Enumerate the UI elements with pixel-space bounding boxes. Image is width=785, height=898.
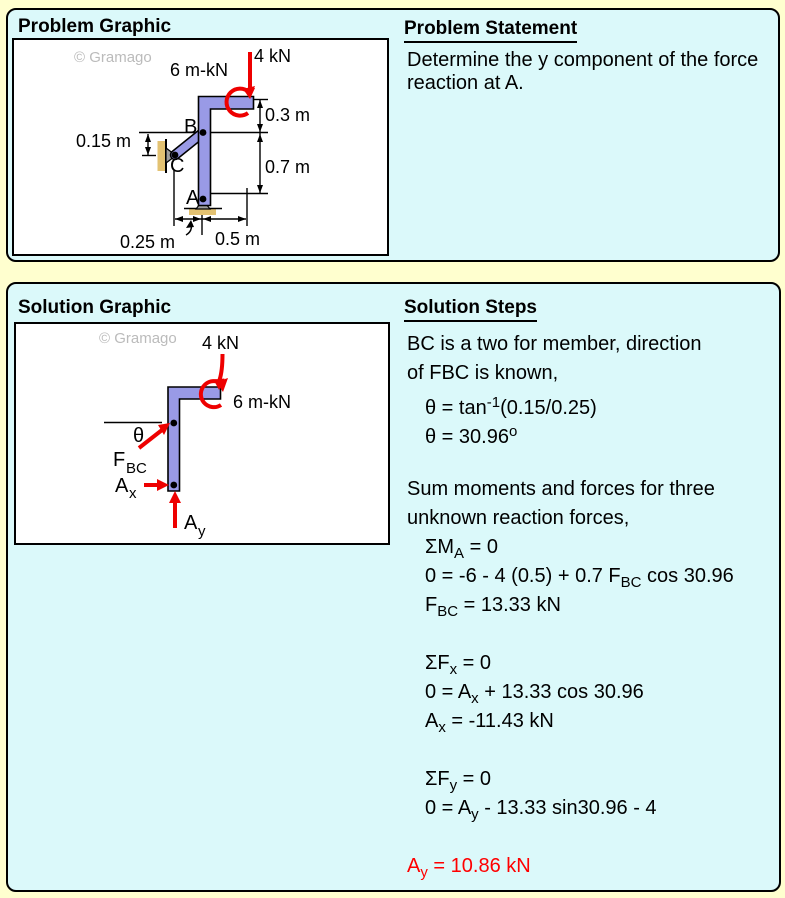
solution-step-line: unknown reaction forces,: [407, 507, 630, 529]
moment-label: 6 m-kN: [233, 392, 291, 412]
problem-graphic-box: [12, 38, 389, 256]
pin-b: [200, 129, 207, 136]
solution-steps-title: Solution Steps: [404, 298, 537, 322]
point-b-label: B: [184, 116, 198, 138]
dim-0_3m-label: 0.3 m: [265, 105, 311, 125]
solution-step-line: BC is a two for member, direction: [407, 333, 702, 355]
pin-a: [200, 196, 207, 203]
solution-step-line: $\Sigma F_x = 0$: [425, 652, 492, 678]
point-a-label: A: [186, 187, 200, 209]
ay-label: A: [184, 512, 198, 534]
solution-step-line: $F_{BC} = 13.33$ kN: [425, 594, 561, 620]
solution-step-line: [407, 823, 779, 852]
watermark: © Gramago: [74, 49, 152, 66]
solution-step-line: $\theta = 30.96^o$: [425, 423, 518, 448]
solution-diagram: [16, 324, 388, 543]
solution-step-line: Sum moments and forces for three: [407, 478, 715, 500]
point-c-label: C: [170, 155, 185, 177]
pin-b: [170, 420, 177, 427]
solution-step-line: $\theta = \tan^{-1}(0.15/0.25)$: [425, 394, 597, 419]
dim-0_15m-label: 0.15 m: [76, 131, 132, 151]
solution-step-line: 0 = -6 - 4 (0.5) + 0.7 $F_{BC}$ cos 30.96: [425, 565, 734, 591]
solution-step-line: [407, 736, 779, 765]
solution-steps-lines: [407, 330, 779, 881]
fbc-label: F: [113, 449, 126, 471]
dim-0_25m-label: 0.25 m: [120, 232, 176, 252]
theta-label: θ: [133, 425, 145, 447]
solution-step-line: [407, 446, 779, 475]
member-l-shape: [168, 387, 221, 491]
solution-step-line: $\Sigma M_A = 0$: [425, 536, 498, 562]
ax-label: A: [115, 475, 129, 497]
solution-step-line: $\Sigma F_y = 0$: [425, 768, 492, 794]
fbc-label-sub: BC: [126, 460, 147, 477]
moment-label: 6 m-kN: [170, 60, 228, 80]
solution-graphic-title: Solution Graphic: [18, 297, 172, 318]
solution-step-line: of FBC is known,: [407, 362, 559, 384]
solution-graphic-box: [14, 322, 390, 545]
dim-0_5m-label: 0.5 m: [215, 229, 261, 249]
force-arrow: [220, 354, 223, 380]
ay-label-sub: y: [198, 523, 206, 540]
force-label: 4 kN: [254, 46, 292, 66]
problem-graphic-title: Problem Graphic: [18, 16, 172, 37]
watermark: © Gramago: [99, 330, 177, 347]
problem-statement-title: Problem Statement: [404, 19, 577, 43]
problem-panel: [6, 8, 780, 262]
solution-step-line: $A_y = 10.86$ kN: [407, 855, 531, 881]
ay-arrowhead: [169, 491, 181, 503]
solution-step-line: $0 = A_x + 13.33$ cos 30.96: [425, 681, 644, 707]
ax-label-sub: x: [129, 485, 137, 502]
force-vectors: [139, 354, 228, 528]
dim-0_7m-label: 0.7 m: [265, 157, 311, 177]
solution-step-line: $0 = A_y - 13.33$ sin30.96 - 4: [425, 797, 657, 823]
solution-step-line: $A_x = -11.43$ kN: [425, 710, 554, 736]
solution-panel: [6, 282, 781, 892]
problem-diagram: [14, 40, 387, 254]
force-label: 4 kN: [202, 333, 240, 353]
pin-a: [170, 482, 177, 489]
solution-step-line: [407, 620, 779, 649]
problem-statement-text: Determine the y component of the force reaction at A.: [407, 49, 759, 94]
